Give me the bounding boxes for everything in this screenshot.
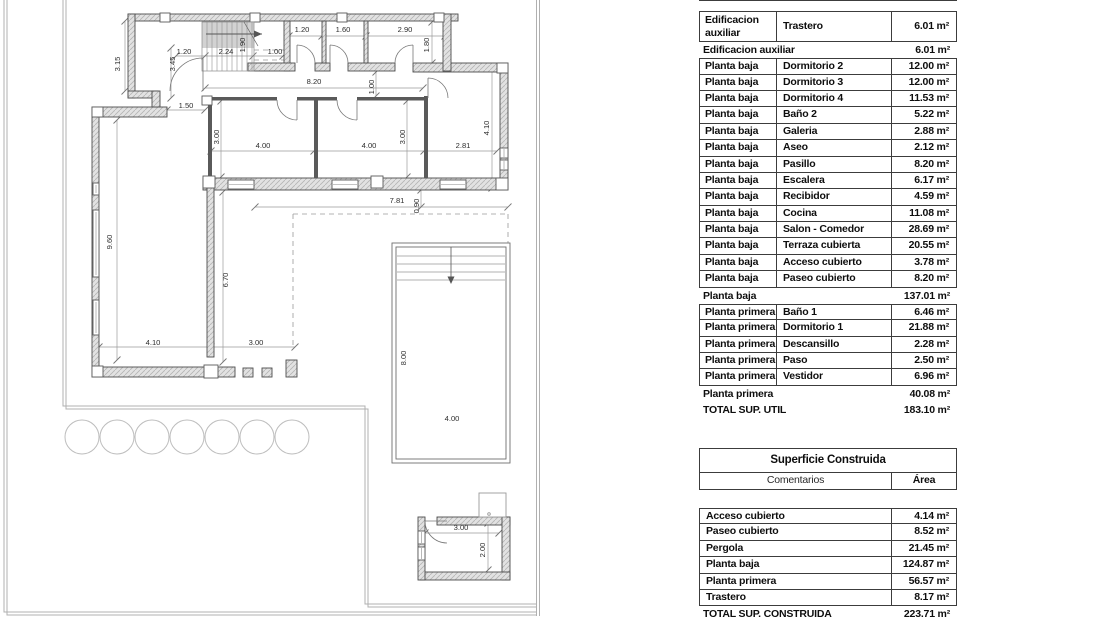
floor-cell: Edificacion auxiliar bbox=[700, 12, 777, 41]
floor-cell: Planta baja bbox=[700, 124, 777, 139]
area-cell: 124.87 m² bbox=[902, 558, 949, 571]
dimension-label: 4.00 bbox=[444, 414, 460, 423]
room-cell: Paso bbox=[777, 353, 892, 368]
table-row bbox=[699, 91, 957, 107]
floor-cell: Planta baja bbox=[700, 173, 777, 188]
table-header-row bbox=[699, 473, 957, 490]
dimension-label: 2.90 bbox=[397, 25, 413, 34]
dimension-label: 3.45 bbox=[168, 56, 177, 72]
dimension-label: 1.20 bbox=[294, 25, 310, 34]
subtotal-area: 137.01 m² bbox=[903, 289, 950, 302]
area-cell: 21.45 m² bbox=[908, 541, 949, 554]
dimension-label: 1.20 bbox=[176, 47, 192, 56]
dimension-label: 8.00 bbox=[399, 350, 408, 366]
area-cell: 8.20 m² bbox=[914, 157, 949, 170]
area-cell: 4.14 m² bbox=[914, 510, 949, 522]
room-cell: Pasillo bbox=[777, 157, 892, 172]
floor-cell: Planta baja bbox=[700, 107, 777, 122]
total-label: TOTAL SUP. UTIL bbox=[703, 403, 787, 416]
floor-cell: Planta baja bbox=[700, 206, 777, 221]
item-cell: Pergola bbox=[700, 541, 892, 556]
table-row bbox=[699, 107, 957, 123]
area-cell: 6.01 m² bbox=[914, 20, 949, 32]
floor-cell: Planta primera bbox=[700, 337, 777, 352]
dimension-label: 1.90 bbox=[238, 37, 247, 53]
floor-cell: Planta baja bbox=[700, 189, 777, 204]
floor-cell: Planta primera bbox=[700, 369, 777, 384]
dimension-label: 1.50 bbox=[178, 101, 194, 110]
area-cell: 4.59 m² bbox=[914, 190, 949, 203]
area-cell: 11.08 m² bbox=[909, 206, 949, 219]
table-row bbox=[699, 173, 957, 189]
table-row bbox=[699, 557, 957, 573]
subtotal-area: 40.08 m² bbox=[909, 387, 950, 400]
table-row bbox=[699, 206, 957, 222]
superficie-construida-table bbox=[699, 448, 957, 623]
dimension-label: 4.10 bbox=[482, 120, 491, 136]
area-cell: 8.17 m² bbox=[914, 590, 949, 603]
dimension-label: 1.60 bbox=[335, 25, 351, 34]
subtotal-area: 6.01 m² bbox=[915, 44, 950, 56]
floor-cell: Planta baja bbox=[700, 59, 777, 73]
floor-cell: Planta baja bbox=[700, 140, 777, 155]
table-title: Superficie Construida bbox=[699, 448, 957, 473]
area-cell: 8.52 m² bbox=[914, 525, 949, 538]
dimension-label: 0.90 bbox=[412, 198, 421, 214]
table-gap bbox=[699, 490, 957, 508]
floor-cell: Planta baja bbox=[700, 238, 777, 253]
room-cell: Descansillo bbox=[777, 337, 892, 352]
room-cell: Cocina bbox=[777, 206, 892, 221]
area-header: Área bbox=[912, 474, 936, 486]
floor-cell: Planta primera bbox=[700, 320, 777, 335]
area-cell: 12.00 m² bbox=[908, 60, 949, 73]
table-row bbox=[699, 238, 957, 254]
area-cell: 2.88 m² bbox=[914, 124, 949, 137]
area-cell: 2.28 m² bbox=[914, 337, 949, 350]
landscaping-circles bbox=[65, 420, 309, 454]
table-row bbox=[699, 11, 957, 42]
room-cell: Salon - Comedor bbox=[777, 222, 892, 237]
floor-cell: Planta baja bbox=[700, 255, 777, 270]
area-cell: 12.00 m² bbox=[908, 75, 949, 88]
room-cell: Vestidor bbox=[777, 369, 892, 384]
room-cell: Dormitorio 1 bbox=[777, 320, 892, 335]
item-cell: Acceso cubierto bbox=[700, 509, 892, 523]
service-box bbox=[479, 493, 506, 517]
tree-circle bbox=[170, 420, 204, 454]
table-row bbox=[699, 574, 957, 590]
floor-cell: Planta primera bbox=[700, 305, 777, 319]
dimension-label: 4.00 bbox=[255, 141, 271, 150]
table-row bbox=[699, 304, 957, 320]
interior-partitions bbox=[208, 96, 428, 178]
area-cell: 2.50 m² bbox=[914, 354, 949, 367]
floor-cell: Planta baja bbox=[700, 91, 777, 106]
dimension-label: 1.00 bbox=[367, 79, 376, 95]
dimension-label: 1.80 bbox=[422, 37, 431, 53]
area-cell: 6.17 m² bbox=[914, 173, 949, 186]
area-cell: 6.96 m² bbox=[914, 370, 949, 383]
dimension-label: 3.00 bbox=[453, 523, 469, 532]
table-row bbox=[699, 337, 957, 353]
room-cell: Paseo cubierto bbox=[777, 271, 892, 286]
floor-cell: Planta baja bbox=[700, 222, 777, 237]
item-cell: Paseo cubierto bbox=[700, 524, 892, 539]
swimming-pool bbox=[392, 243, 510, 463]
table-row bbox=[699, 508, 957, 524]
subtotal-label: Edificacion auxiliar bbox=[703, 44, 795, 56]
total-row bbox=[699, 402, 957, 418]
table-row bbox=[699, 271, 957, 287]
dimension-label: 9.60 bbox=[105, 234, 114, 250]
table-row bbox=[699, 157, 957, 173]
room-cell: Terraza cubierta bbox=[777, 238, 892, 253]
area-cell: 8.20 m² bbox=[914, 272, 949, 285]
room-cell: Escalera bbox=[777, 173, 892, 188]
dimension-label: 2.00 bbox=[478, 542, 487, 558]
table-row bbox=[699, 353, 957, 369]
area-cell: 56.57 m² bbox=[908, 574, 949, 587]
item-cell: Planta primera bbox=[700, 574, 892, 589]
total-row bbox=[699, 606, 957, 622]
dimension-label: 8.20 bbox=[306, 77, 322, 86]
table-row bbox=[699, 524, 957, 540]
cropped-row-divider bbox=[699, 0, 957, 1]
floor-cell: Planta baja bbox=[700, 271, 777, 286]
room-cell: Galeria bbox=[777, 124, 892, 139]
table-row bbox=[699, 140, 957, 156]
area-cell: 20.55 m² bbox=[908, 239, 949, 252]
area-cell: 21.88 m² bbox=[908, 321, 949, 334]
area-cell: 28.69 m² bbox=[908, 223, 949, 236]
area-cell: 5.22 m² bbox=[914, 108, 949, 121]
total-label: TOTAL SUP. CONSTRUIDA bbox=[703, 608, 832, 621]
table-row bbox=[699, 590, 957, 606]
item-cell: Trastero bbox=[700, 590, 892, 605]
table-row bbox=[699, 189, 957, 205]
table-row bbox=[699, 58, 957, 74]
table-row bbox=[699, 320, 957, 336]
dimension-label: 1.00 bbox=[267, 47, 283, 56]
area-cell: 2.12 m² bbox=[914, 141, 949, 154]
room-cell: Dormitorio 3 bbox=[777, 75, 892, 90]
total-area: 183.10 m² bbox=[903, 403, 950, 416]
floor-cell: Planta baja bbox=[700, 157, 777, 172]
table-row bbox=[699, 75, 957, 91]
item-cell: Planta baja bbox=[700, 557, 892, 572]
dimension-label: 7.81 bbox=[389, 196, 405, 205]
dimension-label: 2.24 bbox=[218, 47, 234, 56]
room-cell: Dormitorio 2 bbox=[777, 59, 892, 73]
dimension-label: 2.81 bbox=[455, 141, 471, 150]
room-cell: Baño 1 bbox=[777, 305, 892, 319]
room-cell: Dormitorio 4 bbox=[777, 91, 892, 106]
room-cell: Acceso cubierto bbox=[777, 255, 892, 270]
dimension-label: 4.00 bbox=[361, 141, 377, 150]
subtotal-label: Planta baja bbox=[703, 289, 757, 302]
dimension-label: 3.00 bbox=[248, 338, 264, 347]
room-cell: Baño 2 bbox=[777, 107, 892, 122]
tree-circle bbox=[240, 420, 274, 454]
table-row bbox=[699, 369, 957, 385]
tree-circle bbox=[205, 420, 239, 454]
dimension-label: 3.15 bbox=[113, 56, 122, 72]
area-cell: 3.78 m² bbox=[914, 255, 949, 268]
table-row bbox=[699, 541, 957, 557]
total-area: 223.71 m² bbox=[903, 608, 950, 621]
table-row bbox=[699, 124, 957, 140]
area-cell: 11.53 m² bbox=[909, 91, 949, 104]
subtotal-label: Planta primera bbox=[703, 387, 774, 400]
tree-circle bbox=[65, 420, 99, 454]
comments-header: Comentarios bbox=[700, 473, 892, 489]
area-cell: 6.46 m² bbox=[914, 305, 949, 318]
room-cell: Trastero bbox=[777, 12, 892, 41]
tree-circle bbox=[100, 420, 134, 454]
tree-circle bbox=[135, 420, 169, 454]
room-cell: Recibidor bbox=[777, 189, 892, 204]
subtotal-row bbox=[699, 288, 957, 304]
dimension-label: 6.70 bbox=[221, 272, 230, 288]
table-row bbox=[699, 222, 957, 238]
dimension-label: 4.10 bbox=[145, 338, 161, 347]
room-cell: Aseo bbox=[777, 140, 892, 155]
floor-cell: Planta primera bbox=[700, 353, 777, 368]
dimension-label: 3.00 bbox=[212, 129, 221, 145]
table-row bbox=[699, 255, 957, 271]
subtotal-row bbox=[699, 42, 957, 58]
subtotal-row bbox=[699, 386, 957, 402]
tree-circle bbox=[275, 420, 309, 454]
dimension-label: 3.00 bbox=[398, 129, 407, 145]
superficie-util-table bbox=[699, 0, 957, 418]
floor-cell: Planta baja bbox=[700, 75, 777, 90]
stair-direction-arrow bbox=[254, 31, 262, 38]
